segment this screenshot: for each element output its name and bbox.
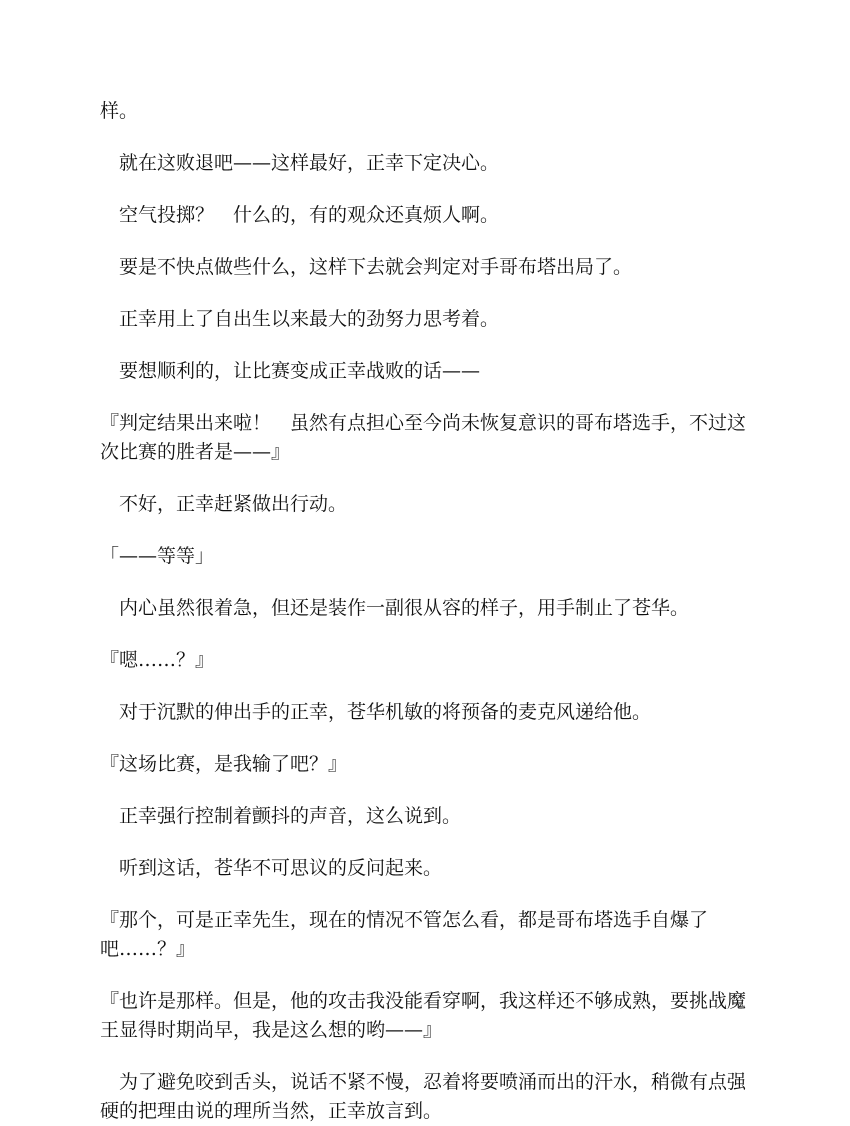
- paragraph-6: 要想顺利的，让比赛变成正幸战败的话——: [100, 360, 481, 382]
- paragraph-9: 「——等等」: [100, 545, 215, 567]
- paragraph-5: 正幸用上了自出生以来最大的劲努力思考着。: [100, 308, 500, 330]
- document-page: [100, 97, 752, 1126]
- paragraph-8: 不好，正幸赶紧做出行动。: [100, 493, 348, 515]
- paragraph-4: 要是不快点做些什么，这样下去就会判定对手哥布塔出局了。: [100, 256, 633, 278]
- paragraph-11: 『嗯……？』: [100, 649, 215, 671]
- paragraph-2: 就在这败退吧——这样最好，正幸下定决心。: [100, 152, 500, 174]
- paragraph-13: 『这场比赛，是我输了吧？』: [100, 753, 348, 775]
- paragraph-7: 『判定结果出来啦！ 虽然有点担心至今尚未恢复意识的哥布塔选手，不过这次比赛的胜者是——』: [100, 412, 747, 463]
- paragraph-10: 内心虽然很着急，但还是装作一副很从容的样子，用手制止了苍华。: [100, 597, 690, 619]
- paragraph-3: 空气投掷？ 什么的，有的观众还真烦人啊。: [100, 204, 500, 226]
- paragraph-17: 『也许是那样。但是，他的攻击我没能看穿啊，我这样还不够成熟，要挑战魔王显得时期尚早，我是这么想的哟——』: [100, 990, 747, 1041]
- paragraph-12: 对于沉默的伸出手的正幸，苍华机敏的将预备的麦克风递给他。: [100, 701, 652, 723]
- paragraph-15: 听到这话，苍华不可思议的反问起来。: [100, 857, 443, 879]
- paragraph-1: 样。: [100, 100, 139, 122]
- paragraph-18: 为了避免咬到舌头，说话不紧不慢，忍着将要喷涌而出的汗水，稍微有点强硬的把理由说的理所当然，正幸放言到。: [100, 1071, 747, 1122]
- paragraph-14: 正幸强行控制着颤抖的声音，这么说到。: [100, 805, 462, 827]
- paragraph-16: 『那个，可是正幸先生，现在的情况不管怎么看，都是哥布塔选手自爆了吧……？』: [100, 909, 709, 960]
